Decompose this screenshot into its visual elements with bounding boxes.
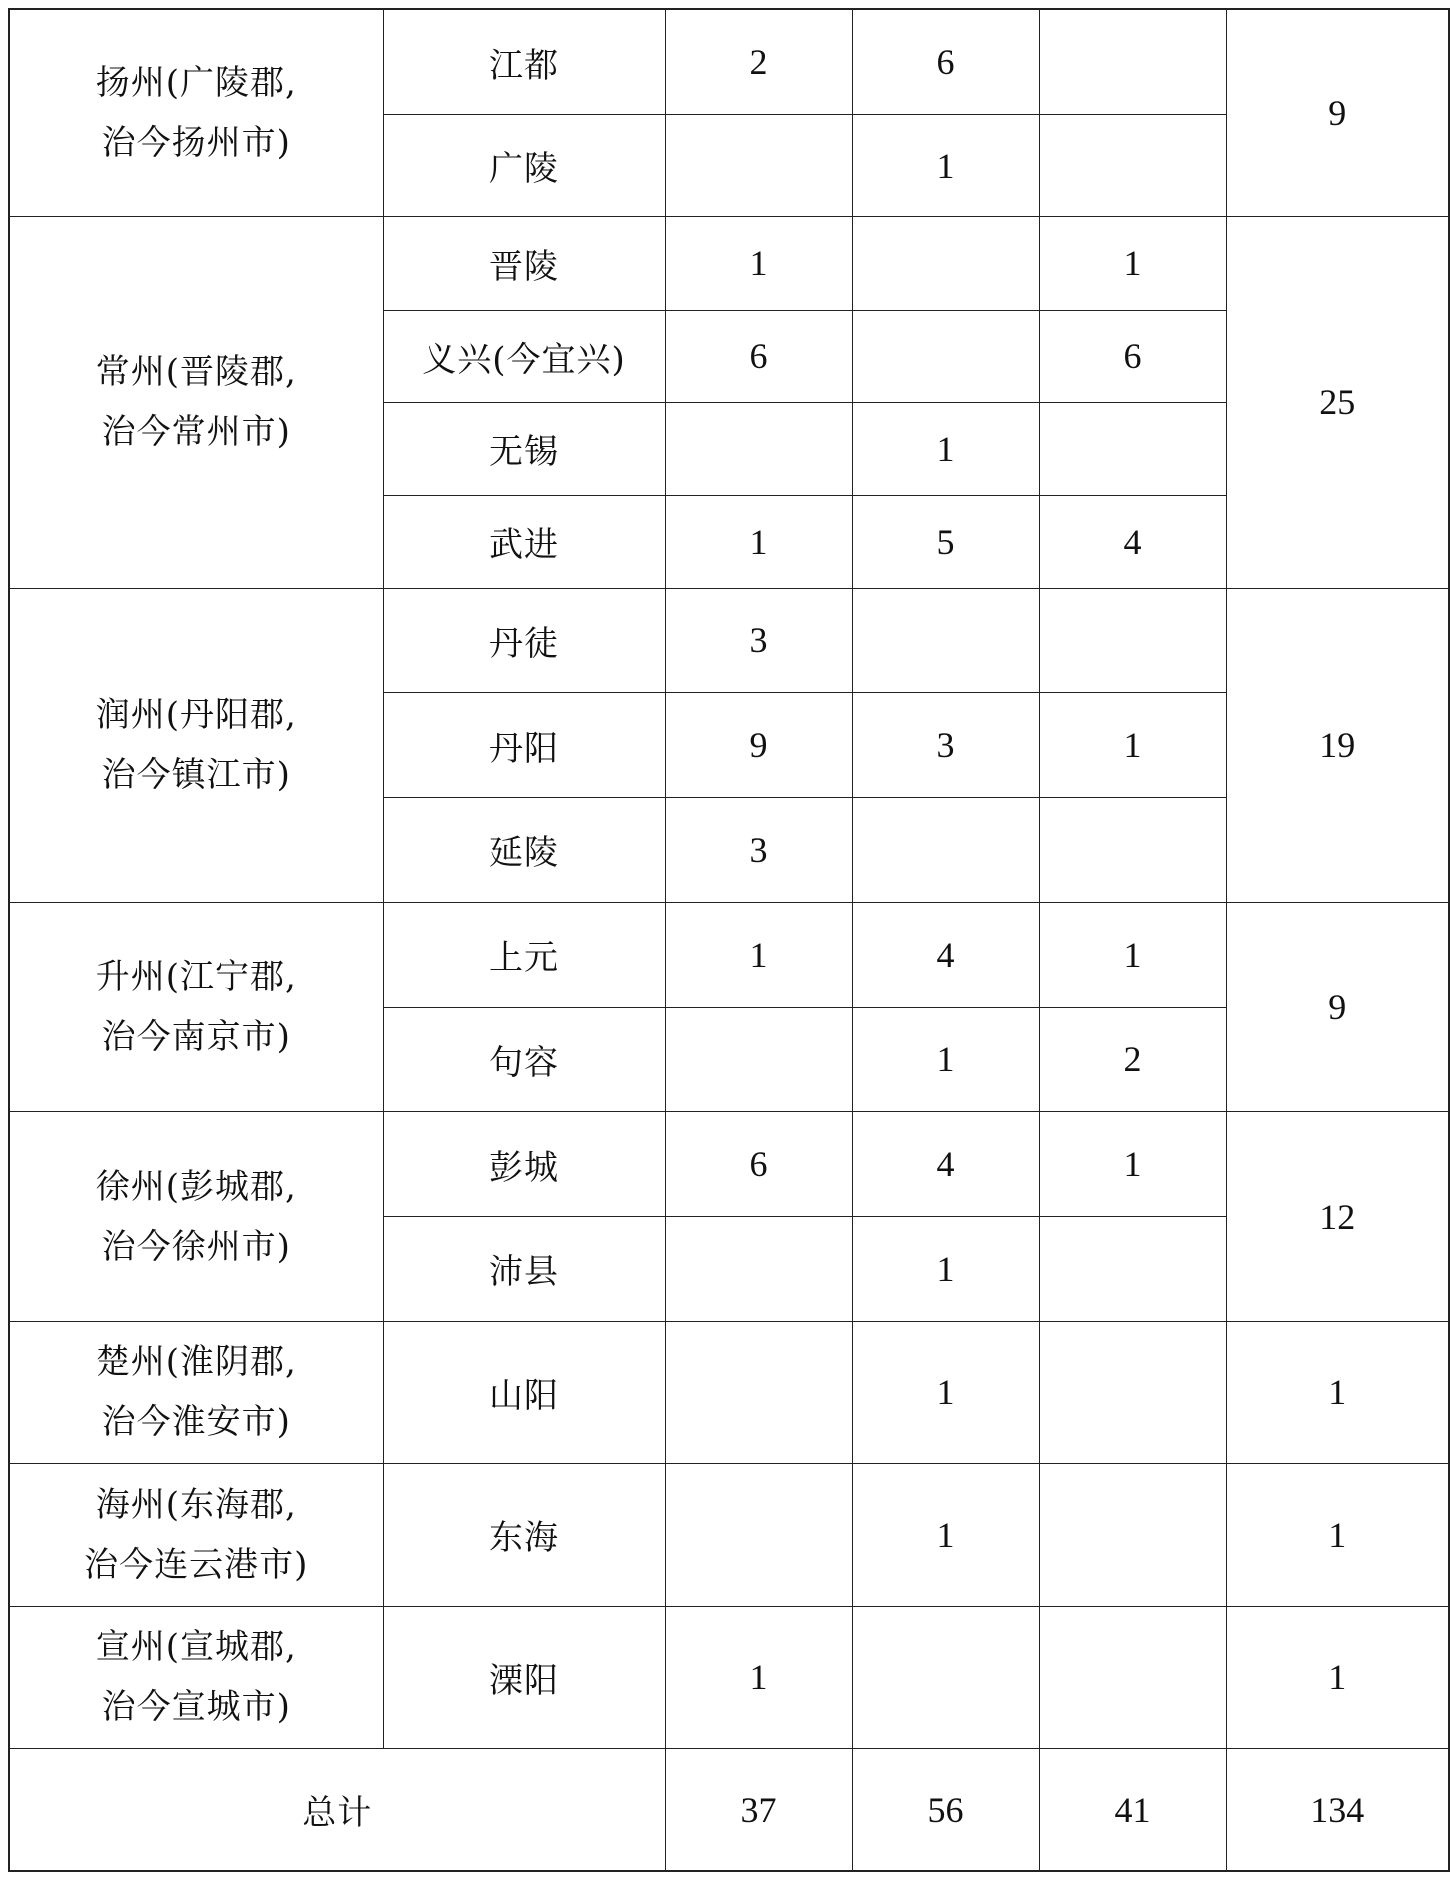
value-cell-1 bbox=[665, 1007, 852, 1112]
value-cell-3: 1 bbox=[1039, 693, 1226, 798]
value-cell-2: 5 bbox=[852, 495, 1039, 588]
county-cell: 江都 bbox=[383, 9, 665, 115]
value-cell-2: 1 bbox=[852, 1321, 1039, 1463]
county-cell: 晋陵 bbox=[383, 216, 665, 310]
value-cell-3: 4 bbox=[1039, 495, 1226, 588]
county-cell: 东海 bbox=[383, 1464, 665, 1606]
prefecture-name: 常州(晋陵郡, bbox=[95, 352, 297, 393]
value-cell-1 bbox=[665, 1217, 852, 1322]
value-cell-2 bbox=[852, 310, 1039, 402]
total-cell-1: 37 bbox=[665, 1749, 852, 1872]
value-cell-3 bbox=[1039, 1321, 1226, 1463]
table-row bbox=[9, 1321, 1449, 1463]
value-cell-1: 2 bbox=[665, 9, 852, 115]
table-row bbox=[9, 1464, 1449, 1606]
prefecture-seat: 治今常州市) bbox=[101, 412, 291, 453]
county-cell: 丹徒 bbox=[383, 588, 665, 693]
prefecture-seat: 治今镇江市) bbox=[101, 755, 291, 796]
county-cell: 丹阳 bbox=[383, 693, 665, 798]
statistics-table bbox=[8, 8, 1450, 1872]
value-cell-1 bbox=[665, 1321, 852, 1463]
prefecture-cell bbox=[9, 1606, 383, 1748]
prefecture-total: 9 bbox=[1226, 902, 1449, 1112]
prefecture-seat: 治今连云港市) bbox=[84, 1544, 309, 1585]
value-cell-1 bbox=[665, 115, 852, 216]
total-cell-2: 56 bbox=[852, 1749, 1039, 1872]
value-cell-2: 1 bbox=[852, 1464, 1039, 1606]
prefecture-total: 25 bbox=[1226, 216, 1449, 588]
value-cell-3: 2 bbox=[1039, 1007, 1226, 1112]
county-cell: 延陵 bbox=[383, 798, 665, 903]
total-label: 总计 bbox=[9, 1749, 665, 1872]
prefecture-cell bbox=[9, 216, 383, 588]
prefecture-name: 徐州(彭城郡, bbox=[95, 1166, 297, 1207]
table-body bbox=[9, 9, 1449, 1871]
value-cell-1 bbox=[665, 1464, 852, 1606]
county-cell: 无锡 bbox=[383, 402, 665, 495]
prefecture-cell bbox=[9, 588, 383, 902]
prefecture-total: 1 bbox=[1226, 1464, 1449, 1606]
value-cell-3 bbox=[1039, 798, 1226, 903]
prefecture-total: 19 bbox=[1226, 588, 1449, 902]
value-cell-1: 1 bbox=[665, 902, 852, 1007]
county-cell: 沛县 bbox=[383, 1217, 665, 1322]
prefecture-name: 扬州(广陵郡, bbox=[95, 62, 297, 103]
value-cell-2 bbox=[852, 216, 1039, 310]
table-row bbox=[9, 216, 1449, 310]
value-cell-1: 1 bbox=[665, 216, 852, 310]
table-row bbox=[9, 9, 1449, 115]
value-cell-1: 9 bbox=[665, 693, 852, 798]
prefecture-name: 楚州(淮阴郡, bbox=[95, 1342, 297, 1383]
value-cell-2: 1 bbox=[852, 1007, 1039, 1112]
prefecture-name: 海州(东海郡, bbox=[95, 1484, 297, 1525]
county-cell: 溧阳 bbox=[383, 1606, 665, 1748]
value-cell-3: 6 bbox=[1039, 310, 1226, 402]
value-cell-3 bbox=[1039, 1217, 1226, 1322]
value-cell-2: 3 bbox=[852, 693, 1039, 798]
value-cell-1: 6 bbox=[665, 1112, 852, 1217]
prefecture-total: 12 bbox=[1226, 1112, 1449, 1322]
county-cell: 武进 bbox=[383, 495, 665, 588]
prefecture-cell bbox=[9, 1464, 383, 1606]
value-cell-1: 1 bbox=[665, 1606, 852, 1748]
value-cell-1: 1 bbox=[665, 495, 852, 588]
value-cell-2 bbox=[852, 588, 1039, 693]
value-cell-3: 1 bbox=[1039, 1112, 1226, 1217]
total-row bbox=[9, 1749, 1449, 1872]
total-cell-3: 41 bbox=[1039, 1749, 1226, 1872]
county-cell: 上元 bbox=[383, 902, 665, 1007]
value-cell-2: 1 bbox=[852, 1217, 1039, 1322]
table-row bbox=[9, 1606, 1449, 1748]
county-cell: 句容 bbox=[383, 1007, 665, 1112]
value-cell-2: 1 bbox=[852, 115, 1039, 216]
value-cell-3 bbox=[1039, 1464, 1226, 1606]
county-cell: 广陵 bbox=[383, 115, 665, 216]
prefecture-cell bbox=[9, 9, 383, 216]
prefecture-cell bbox=[9, 1112, 383, 1322]
value-cell-1: 3 bbox=[665, 798, 852, 903]
prefecture-total: 1 bbox=[1226, 1606, 1449, 1748]
table-row bbox=[9, 902, 1449, 1007]
value-cell-1 bbox=[665, 402, 852, 495]
value-cell-2: 4 bbox=[852, 1112, 1039, 1217]
value-cell-1: 3 bbox=[665, 588, 852, 693]
county-cell: 山阳 bbox=[383, 1321, 665, 1463]
value-cell-3 bbox=[1039, 1606, 1226, 1748]
value-cell-2: 4 bbox=[852, 902, 1039, 1007]
prefecture-name: 润州(丹阳郡, bbox=[95, 695, 297, 736]
value-cell-3 bbox=[1039, 9, 1226, 115]
prefecture-seat: 治今扬州市) bbox=[101, 122, 291, 163]
prefecture-total: 9 bbox=[1226, 9, 1449, 216]
value-cell-2: 1 bbox=[852, 402, 1039, 495]
value-cell-3 bbox=[1039, 402, 1226, 495]
prefecture-name: 宣州(宣城郡, bbox=[95, 1627, 297, 1668]
prefecture-name: 升州(江宁郡, bbox=[95, 957, 297, 998]
prefecture-total: 1 bbox=[1226, 1321, 1449, 1463]
prefecture-seat: 治今宣城市) bbox=[101, 1687, 291, 1728]
value-cell-1: 6 bbox=[665, 310, 852, 402]
value-cell-3: 1 bbox=[1039, 216, 1226, 310]
prefecture-cell bbox=[9, 1321, 383, 1463]
value-cell-3 bbox=[1039, 588, 1226, 693]
value-cell-2: 6 bbox=[852, 9, 1039, 115]
value-cell-3 bbox=[1039, 115, 1226, 216]
prefecture-cell bbox=[9, 902, 383, 1112]
prefecture-seat: 治今淮安市) bbox=[101, 1402, 291, 1443]
table-row bbox=[9, 1112, 1449, 1217]
county-cell: 义兴(今宜兴) bbox=[383, 310, 665, 402]
value-cell-3: 1 bbox=[1039, 902, 1226, 1007]
county-cell: 彭城 bbox=[383, 1112, 665, 1217]
value-cell-2 bbox=[852, 798, 1039, 903]
table-row bbox=[9, 588, 1449, 693]
prefecture-seat: 治今南京市) bbox=[101, 1017, 291, 1058]
grand-total: 134 bbox=[1226, 1749, 1449, 1872]
prefecture-seat: 治今徐州市) bbox=[101, 1226, 291, 1267]
value-cell-2 bbox=[852, 1606, 1039, 1748]
